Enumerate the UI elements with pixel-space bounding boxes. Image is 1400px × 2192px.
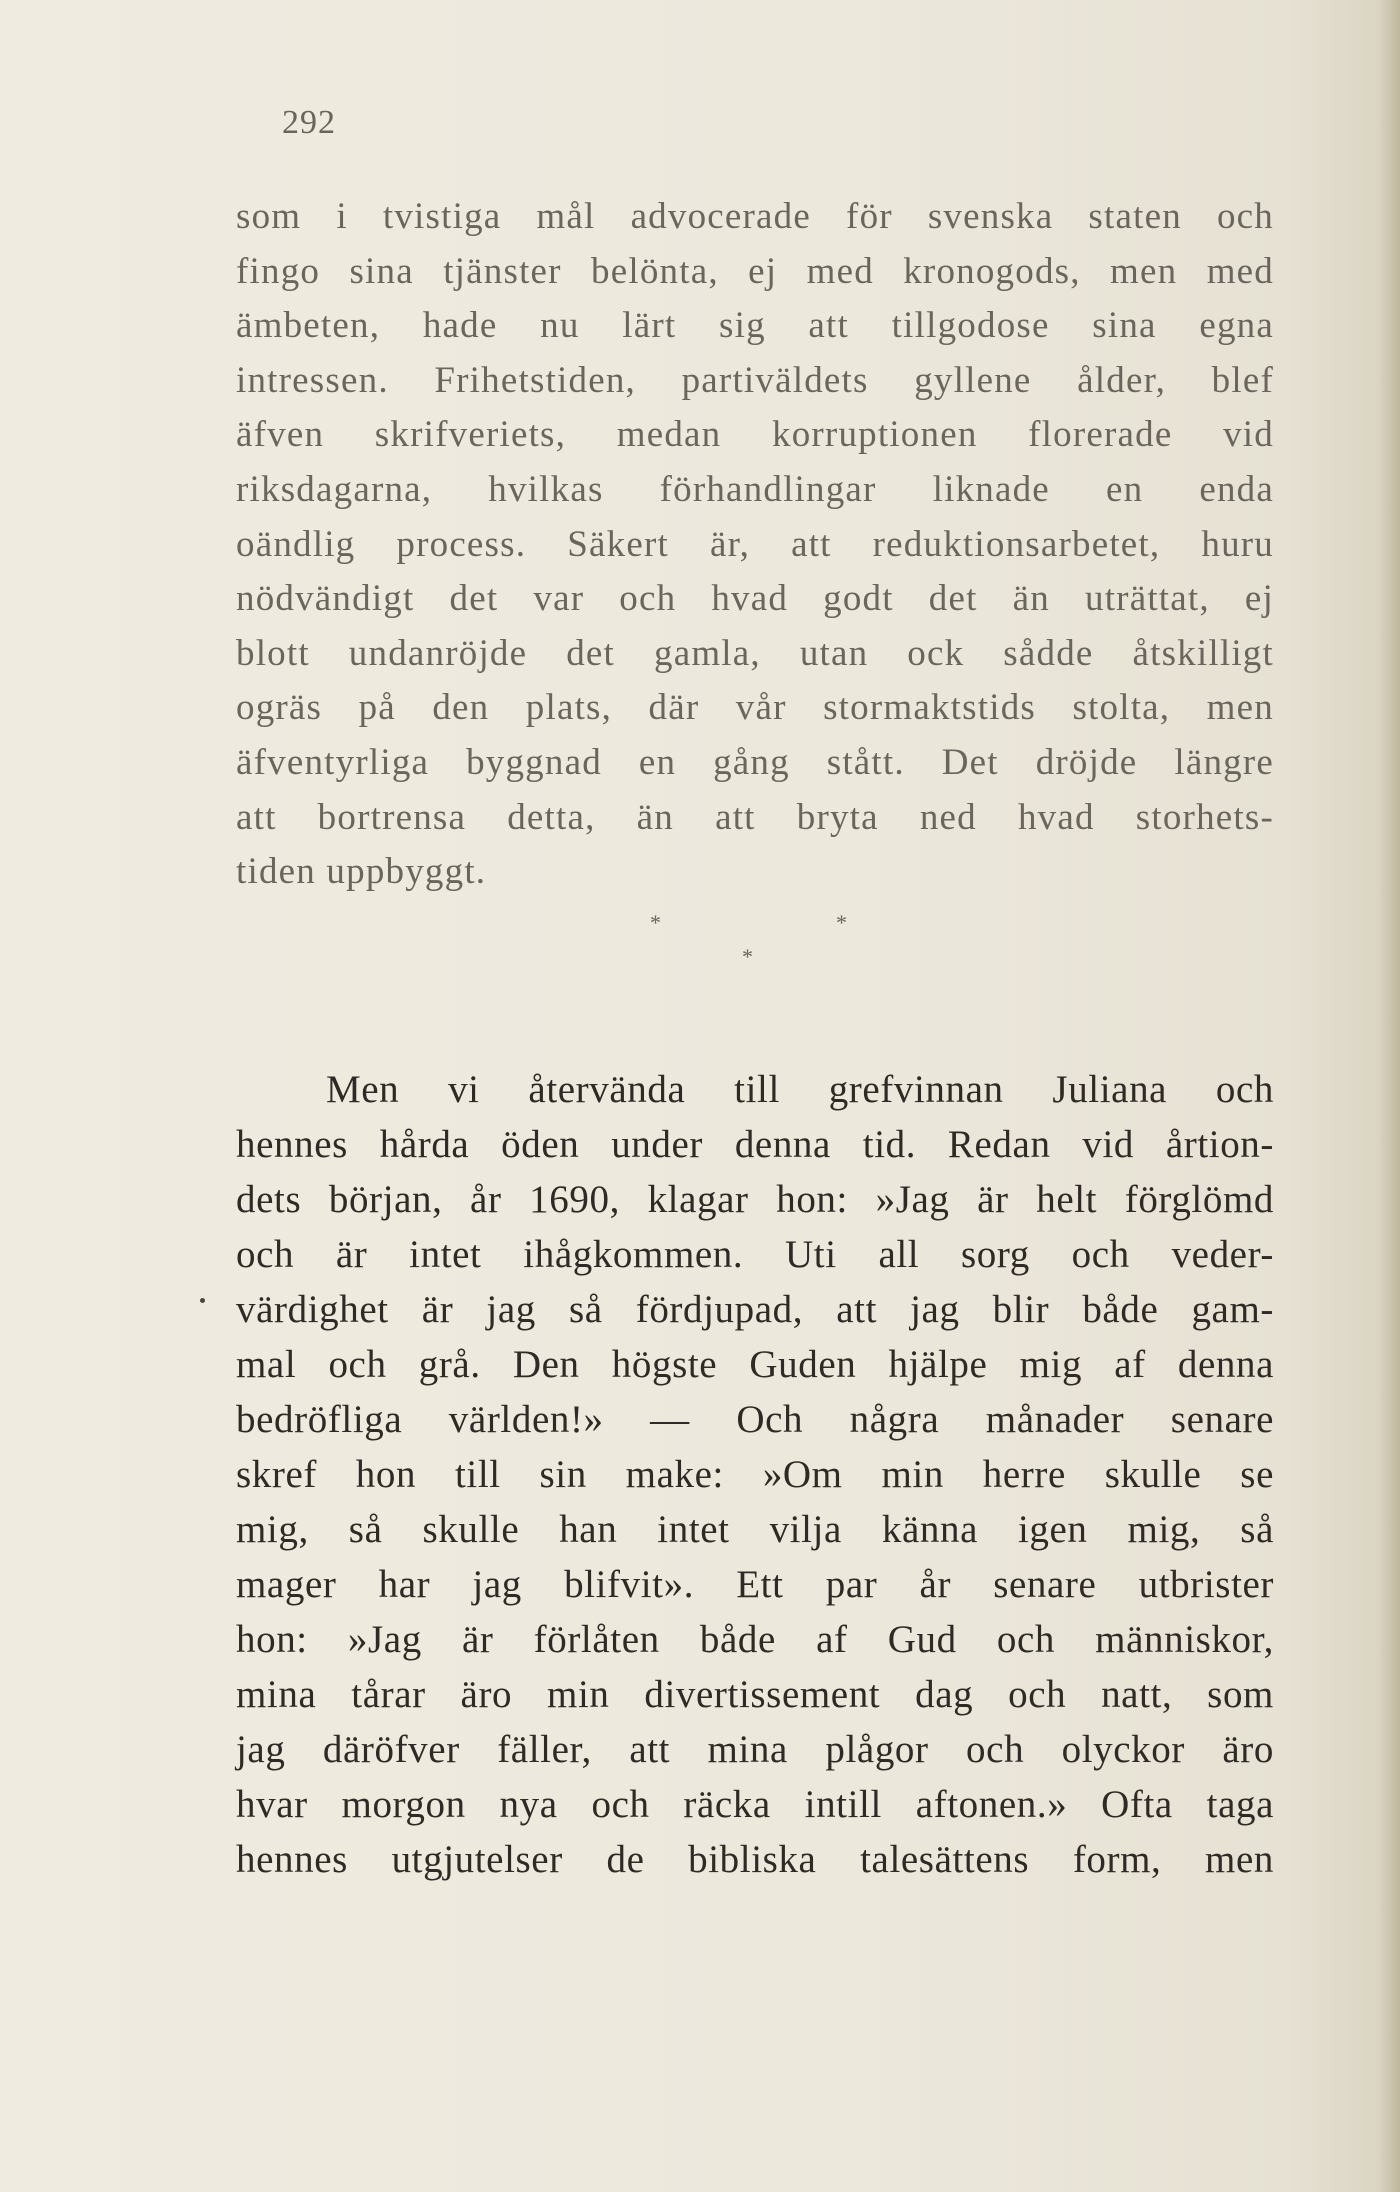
text-line: mager har jag blifvit». Ett par år senare utbrister: [236, 1563, 1274, 1606]
asterism-star: *: [742, 944, 753, 969]
text-line: ämbeten, hade nu lärt sig att tillgodose sina egna: [236, 305, 1274, 347]
text-line: mig, så skulle han intet vilja känna igen mig, så: [236, 1508, 1274, 1551]
text-line: hvar morgon nya och räcka intill aftonen.» Ofta taga: [236, 1783, 1274, 1826]
text-line: bedröfliga världen!» — Och några månader senare: [236, 1398, 1274, 1441]
text-line: dets början, år 1690, klagar hon: »Jag är helt förglömd: [236, 1178, 1274, 1221]
text-line: mina tårar äro min divertissement dag och natt, som: [236, 1673, 1274, 1716]
text-line: jag däröfver fäller, att mina plågor och olyckor äro: [236, 1728, 1274, 1771]
text-line: fingo sina tjänster belönta, ej med kronogods, men med: [236, 250, 1274, 292]
text-line: Men vi återvända till grefvinnan Juliana och: [326, 1068, 1274, 1111]
text-line: hennes hårda öden under denna tid. Redan vid årtion-: [236, 1123, 1274, 1166]
text-line: äfven skrifveriets, medan korruptionen florerade vid: [236, 414, 1274, 456]
section-separator: [0, 910, 1400, 970]
text-line: som i tvistiga mål advocerade för svenska staten och: [236, 196, 1274, 237]
text-line: och är intet ihågkommen. Uti all sorg och veder-: [236, 1233, 1274, 1276]
text-line: ogräs på den plats, där vår stormaktstids stolta, men: [236, 687, 1274, 729]
text-line: oändlig process. Säkert är, att reduktionsarbetet, huru: [236, 523, 1274, 565]
paragraph-2: [236, 1062, 1274, 1887]
text-line: nödvändigt det var och hvad godt det än uträttat, ej: [236, 578, 1274, 620]
text-line: värdighet är jag så fördjupad, att jag blir både gam-: [236, 1288, 1274, 1331]
text-line: intressen. Frihetstiden, partiväldets gyllene ålder, blef: [236, 359, 1274, 401]
text-line: blott undanröjde det gamla, utan ock sådde åtskilligt: [236, 632, 1274, 674]
text-line: hennes utgjutelser de bibliska talesättens form, men: [236, 1838, 1274, 1881]
asterism-star: *: [650, 910, 661, 935]
margin-mark: [200, 1298, 205, 1303]
page-edge-shadow: [1378, 0, 1400, 2192]
paragraph-1: [236, 190, 1274, 900]
text-line: tiden uppbyggt.: [236, 851, 487, 893]
text-line: skref hon till sin make: »Om min herre skulle se: [236, 1453, 1274, 1496]
asterism-star: *: [836, 910, 847, 935]
page-number: 292: [282, 104, 336, 141]
text-line: hon: »Jag är förlåten både af Gud och människor,: [236, 1618, 1274, 1661]
text-line: äfventyrliga byggnad en gång stått. Det dröjde längre: [236, 741, 1274, 783]
text-line: mal och grå. Den högste Guden hjälpe mig af denna: [236, 1343, 1274, 1386]
text-line: riksdagarna, hvilkas förhandlingar liknade en enda: [236, 468, 1274, 510]
text-line: att bortrensa detta, än att bryta ned hvad storhets-: [236, 796, 1274, 838]
